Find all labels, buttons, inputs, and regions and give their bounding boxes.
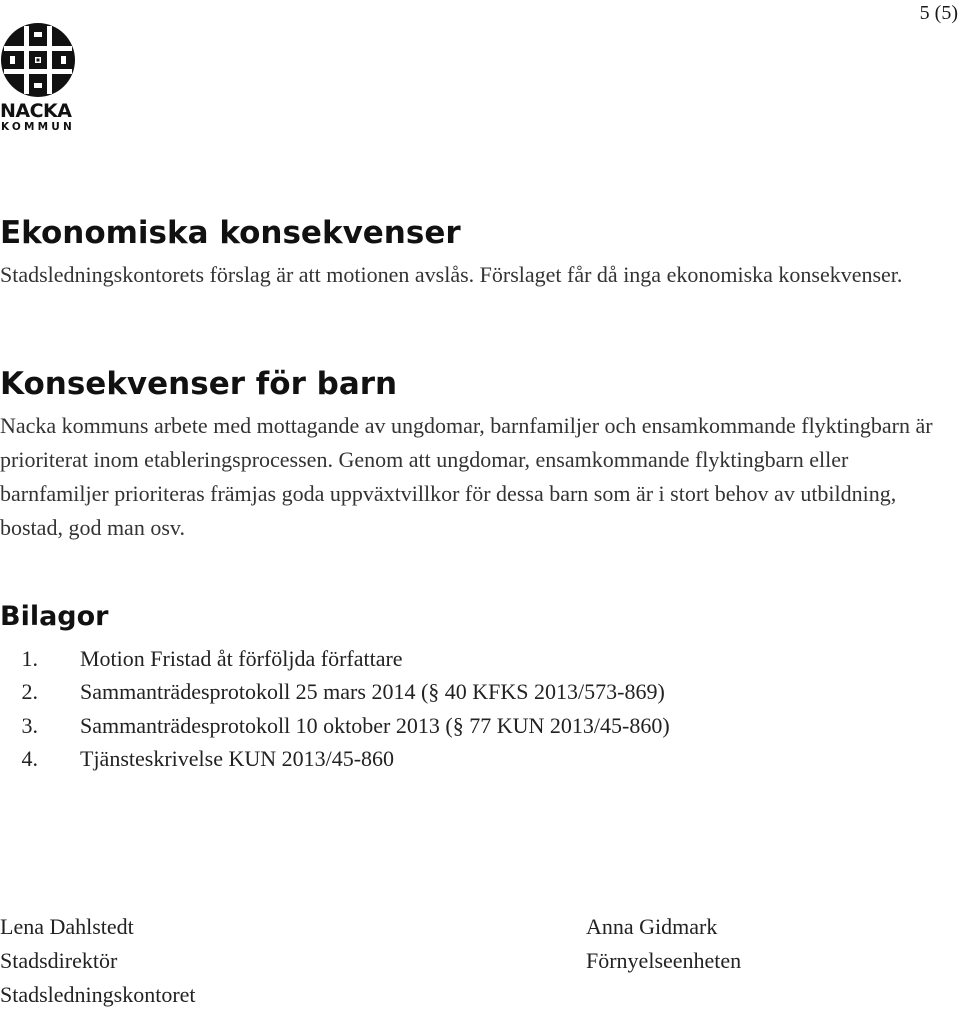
children-text: Nacka kommuns arbete med mottagande av ungdomar, barnfamiljer och ensamkommande flyktingbarn är prioriterat inom etableringsprocessen. Genom att ungdomar, ensamkommande flyktingbarn eller barnfamiljer prioriteras främjas goda uppväxtvillkor för dessa barn som är i stort behov av utbildning, bostad, god man osv. xyxy=(0,413,933,540)
list-item-text: Sammanträdesprotokoll 25 mars 2014 (§ 40 KFKS 2013/573-869) xyxy=(80,679,665,705)
list-item xyxy=(0,675,670,708)
nacka-kommun-logo xyxy=(0,22,80,134)
logo-subtitle: KOMMUN xyxy=(1,121,76,133)
list-item-text: Sammanträdesprotokoll 10 oktober 2013 (§ 77 KUN 2013/45-860) xyxy=(80,712,670,738)
page-number: 5 (5) xyxy=(919,2,958,24)
signature-title: Förnyelseenheten xyxy=(586,948,742,973)
list-item xyxy=(0,642,670,675)
economic-heading: Ekonomiska konsekvenser xyxy=(0,215,461,251)
signature-left xyxy=(0,910,196,1012)
signature-right xyxy=(586,910,741,978)
nacka-emblem-icon xyxy=(0,22,76,98)
list-item-number: 3. xyxy=(21,712,38,738)
children-heading: Konsekvenser för barn xyxy=(0,366,398,402)
list-item-text: Tjänsteskrivelse KUN 2013/45-860 xyxy=(80,745,395,771)
list-item xyxy=(0,742,670,775)
signature-name: Anna Gidmark xyxy=(586,914,718,939)
signature-department: Stadsledningskontoret xyxy=(0,982,196,1007)
attachments-list xyxy=(0,642,670,775)
signature-name: Lena Dahlstedt xyxy=(0,914,134,939)
list-item xyxy=(0,709,670,742)
list-item-text: Motion Fristad åt förföljda författare xyxy=(80,646,403,671)
list-item-number: 2. xyxy=(21,679,38,705)
list-item-number: 1. xyxy=(21,646,38,671)
attachments-heading: Bilagor xyxy=(0,601,109,632)
list-item-number: 4. xyxy=(21,745,38,771)
logo-name: NACKA xyxy=(0,100,72,122)
economic-text: Stadsledningskontorets förslag är att motionen avslås. Förslaget får då inga ekonomiska konsekvenser. xyxy=(0,262,903,287)
signature-title: Stadsdirektör xyxy=(0,948,118,973)
